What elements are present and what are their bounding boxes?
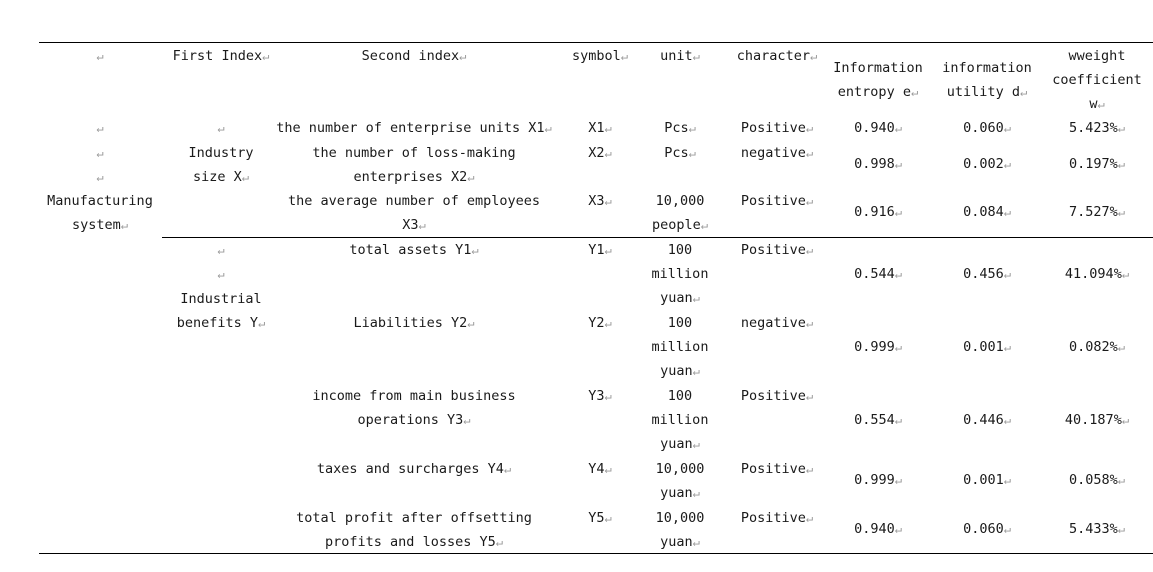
return-mark-icon: ↵ <box>258 316 266 330</box>
return-mark-icon: ↵ <box>805 146 814 160</box>
weight-cell: 0.082%↵ <box>1068 339 1125 355</box>
return-mark-icon: ↵ <box>805 511 814 525</box>
entropy-cell: 0.554↵ <box>854 412 902 428</box>
entropy-cell: 0.999↵ <box>854 339 902 355</box>
return-mark-icon: ↵ <box>503 462 512 476</box>
return-mark-icon: ↵ <box>604 316 612 330</box>
utility-cell: 0.060↵ <box>963 521 1011 537</box>
return-mark-icon: ↵ <box>604 243 612 257</box>
return-mark-icon: ↵ <box>805 389 814 403</box>
character-cell: Positive↵ <box>740 120 814 136</box>
return-mark-icon: ↵ <box>894 205 902 219</box>
entropy-cell: 0.999↵ <box>854 472 902 488</box>
return-mark-icon: ↵ <box>471 243 479 257</box>
symbol-cell: Y4↵ <box>588 461 612 477</box>
weight-cell: 40.187%↵ <box>1064 412 1130 428</box>
unit-cell: 100 million yuan↵ <box>651 242 709 306</box>
return-mark-icon: ↵ <box>692 535 700 549</box>
return-mark-icon: ↵ <box>700 218 708 232</box>
return-mark-icon: ↵ <box>1117 340 1125 354</box>
return-mark-icon: ↵ <box>120 218 128 232</box>
second-index-cell: Liabilities Y2↵ <box>353 315 475 331</box>
return-mark-icon: ↵ <box>620 49 628 63</box>
return-mark-icon: ↵ <box>692 486 700 500</box>
second-index-cell: total assets Y1↵ <box>349 242 479 258</box>
return-mark-icon: ↵ <box>1117 205 1125 219</box>
weight-cell: 5.423%↵ <box>1068 120 1125 136</box>
return-mark-icon: ↵ <box>1121 267 1130 281</box>
return-mark-icon: ↵ <box>1121 413 1130 427</box>
second-index-cell: total profit after offsetting profits and losses Y5↵ <box>296 510 532 550</box>
second-index-cell: the number of enterprise units X1↵ <box>276 120 552 136</box>
return-mark-icon: ↵ <box>692 49 700 63</box>
entropy-cell: 0.916↵ <box>854 204 902 220</box>
return-mark-icon: ↵ <box>262 49 270 63</box>
utility-cell: 0.060↵ <box>963 120 1011 136</box>
weight-cell: 5.433%↵ <box>1068 521 1125 537</box>
utility-cell: 0.456↵ <box>963 266 1011 282</box>
symbol-cell: Y2↵ <box>588 315 612 331</box>
return-mark-icon: ↵ <box>894 413 902 427</box>
symbol-cell: X1↵ <box>588 120 612 136</box>
return-mark-icon: ↵ <box>604 146 612 160</box>
return-mark-icon: ↵ <box>241 170 249 184</box>
symbol-cell: Y5↵ <box>588 510 612 526</box>
unit-cell: 100 million yuan↵ <box>651 388 709 452</box>
character-cell: Positive↵ <box>740 388 814 404</box>
return-mark-icon: ↵ <box>1117 473 1125 487</box>
character-cell: negative↵ <box>740 145 814 161</box>
utility-cell: 0.084↵ <box>963 204 1011 220</box>
header-information-entropy: Information entropy e↵ <box>833 60 923 100</box>
return-mark-icon: ↵ <box>459 49 467 63</box>
return-mark-icon: ↵ <box>894 473 902 487</box>
group-label-industry-size: Industry size X↵ <box>188 145 254 185</box>
return-mark-icon: ↵ <box>692 437 700 451</box>
utility-cell: 0.446↵ <box>963 412 1011 428</box>
return-mark-icon: ↵ <box>1117 157 1125 171</box>
return-mark-icon: ↵ <box>467 170 475 184</box>
return-mark-icon: ↵ <box>544 121 552 135</box>
table-bottom-rule <box>39 553 1153 554</box>
unit-cell: Pcs↵ <box>664 145 696 161</box>
unit-cell: 10,000 yuan↵ <box>655 461 705 501</box>
return-mark-icon: ↵ <box>805 243 814 257</box>
return-mark-icon: ↵ <box>96 170 104 184</box>
return-mark-icon: ↵ <box>1117 522 1125 536</box>
return-mark-icon: ↵ <box>894 340 902 354</box>
weight-cell: 7.527%↵ <box>1068 204 1125 220</box>
second-index-cell: the average number of employees X3↵ <box>288 193 540 233</box>
return-mark-icon: ↵ <box>96 49 104 63</box>
symbol-cell: X2↵ <box>588 145 612 161</box>
entropy-cell: 0.998↵ <box>854 156 902 172</box>
header-second-index: Second index↵ <box>361 48 467 64</box>
character-cell: Positive↵ <box>740 510 814 526</box>
return-mark-icon: ↵ <box>910 85 919 99</box>
return-mark-icon: ↵ <box>463 413 471 427</box>
weight-cell: 0.197%↵ <box>1068 156 1125 172</box>
return-mark-icon: ↵ <box>692 291 700 305</box>
header-unit: unit↵ <box>660 48 700 64</box>
return-mark-icon: ↵ <box>1003 205 1011 219</box>
character-cell: Positive↵ <box>740 193 814 209</box>
second-index-cell: income from main business operations Y3↵ <box>312 388 516 428</box>
return-mark-icon: ↵ <box>894 522 902 536</box>
return-mark-icon: ↵ <box>688 146 696 160</box>
return-mark-icon: ↵ <box>217 243 225 257</box>
utility-cell: 0.001↵ <box>963 339 1011 355</box>
return-mark-icon: ↵ <box>688 121 696 135</box>
header-first-index: First Index↵ <box>172 48 270 64</box>
return-mark-icon: ↵ <box>1003 413 1011 427</box>
second-index-cell: taxes and surcharges Y4↵ <box>316 461 512 477</box>
utility-cell: 0.001↵ <box>963 472 1011 488</box>
return-mark-icon: ↵ <box>604 194 612 208</box>
return-mark-icon: ↵ <box>1003 522 1011 536</box>
character-cell: negative↵ <box>740 315 814 331</box>
entropy-cell: 0.940↵ <box>854 521 902 537</box>
return-mark-icon: ↵ <box>894 157 902 171</box>
second-index-cell: the number of loss-making enterprises X2↵ <box>312 145 516 185</box>
return-mark-icon: ↵ <box>1003 340 1011 354</box>
header-weight-coefficient: wweight coefficient w↵ <box>1052 48 1142 112</box>
unit-cell: 10,000 yuan↵ <box>655 510 705 550</box>
header-character: character↵ <box>736 48 818 64</box>
return-mark-icon: ↵ <box>604 511 612 525</box>
return-mark-icon: ↵ <box>894 121 902 135</box>
entropy-cell: 0.544↵ <box>854 266 902 282</box>
return-mark-icon: ↵ <box>1097 97 1105 111</box>
return-mark-icon: ↵ <box>805 121 814 135</box>
return-mark-icon: ↵ <box>809 49 818 63</box>
unit-cell: 10,000 people↵ <box>651 193 708 233</box>
header-information-utility: information utility d↵ <box>942 60 1032 100</box>
utility-cell: 0.002↵ <box>963 156 1011 172</box>
header-symbol: symbol↵ <box>571 48 628 64</box>
return-mark-icon: ↵ <box>467 316 475 330</box>
weight-cell: 0.058%↵ <box>1068 472 1125 488</box>
return-mark-icon: ↵ <box>1003 157 1011 171</box>
return-mark-icon: ↵ <box>1117 121 1125 135</box>
system-label: Manufacturing system↵ <box>47 193 153 233</box>
entropy-cell: 0.940↵ <box>854 120 902 136</box>
return-mark-icon: ↵ <box>805 316 814 330</box>
unit-cell: 100 million yuan↵ <box>651 315 709 379</box>
weight-cell: 41.094%↵ <box>1064 266 1130 282</box>
return-mark-icon: ↵ <box>217 121 225 135</box>
return-mark-icon: ↵ <box>692 364 700 378</box>
return-mark-icon: ↵ <box>96 146 104 160</box>
character-cell: Positive↵ <box>740 242 814 258</box>
return-mark-icon: ↵ <box>1003 473 1011 487</box>
symbol-cell: Y1↵ <box>588 242 612 258</box>
return-mark-icon: ↵ <box>805 194 814 208</box>
return-mark-icon: ↵ <box>217 267 225 281</box>
symbol-cell: Y3↵ <box>588 388 612 404</box>
character-cell: Positive↵ <box>740 461 814 477</box>
return-mark-icon: ↵ <box>894 267 902 281</box>
return-mark-icon: ↵ <box>604 462 612 476</box>
return-mark-icon: ↵ <box>805 462 814 476</box>
table-top-rule <box>39 42 1153 43</box>
return-mark-icon: ↵ <box>1003 267 1011 281</box>
return-mark-icon: ↵ <box>604 389 612 403</box>
return-mark-icon: ↵ <box>1019 85 1028 99</box>
return-mark-icon: ↵ <box>604 121 612 135</box>
return-mark-icon: ↵ <box>495 535 503 549</box>
return-mark-icon: ↵ <box>418 218 426 232</box>
return-mark-icon: ↵ <box>1003 121 1011 135</box>
symbol-cell: X3↵ <box>588 193 612 209</box>
return-mark-icon: ↵ <box>96 121 104 135</box>
unit-cell: Pcs↵ <box>664 120 696 136</box>
group-label-industrial-benefits: Industrial benefits Y↵ <box>176 291 266 331</box>
